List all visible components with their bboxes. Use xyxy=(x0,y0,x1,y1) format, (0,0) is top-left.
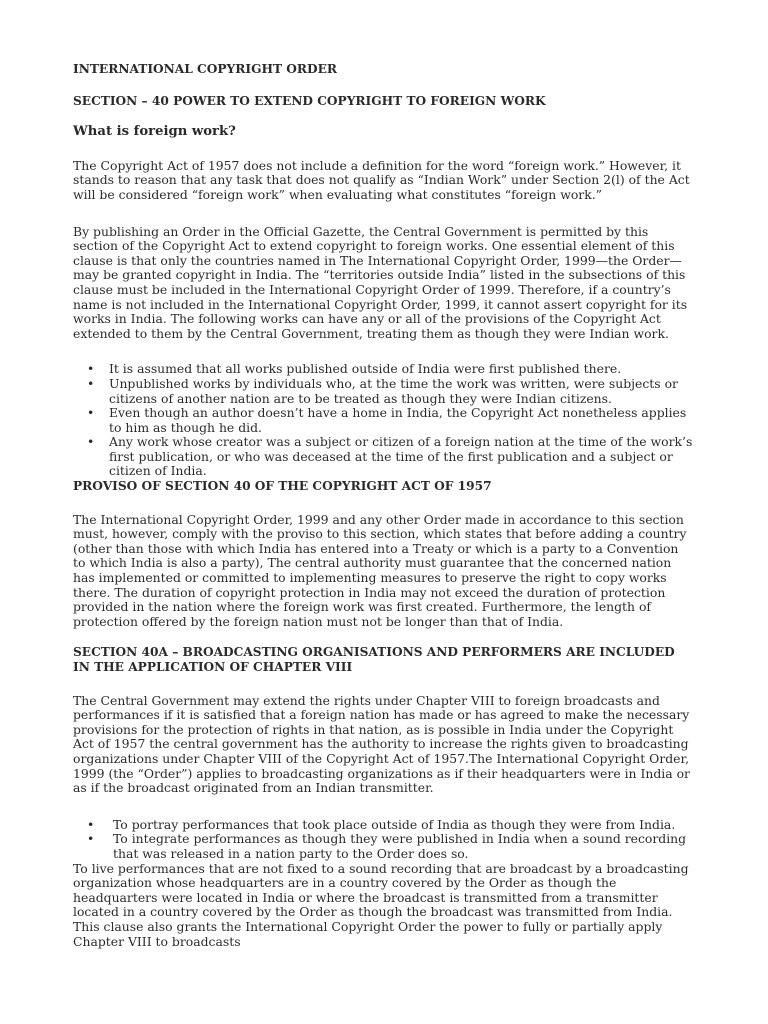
list-item-text: Any work whose creator was a subject or citizen of a foreign nation at the time of the work’s first publication, or who was deceased at the time of the first publication and a subject or citizen of India. xyxy=(109,434,693,479)
bullet-icon: • xyxy=(87,361,95,377)
list-item xyxy=(73,832,693,861)
paragraph-broadcasting: The Central Government may extend the rights under Chapter VIII to foreign broadcasts and performances if it is satisfied that a foreign nation has made or has agreed to make the necessary provisions for the protection of rights in that nation, as is possible in India under the Copyright Act of 1957 the central government has the authority to increase the rights given to broadcasting organizations under Chapter VIII of the Copyright Act of 1957.The International Copyright Order, 1999 (the “Order”) applies to broadcasting organizations as if their headquarters were in India or as if the broadcast originated from an Indian transmitter. xyxy=(73,692,690,796)
document-page xyxy=(73,62,693,949)
list-item xyxy=(73,818,693,833)
performance-bullet-list xyxy=(73,818,693,862)
paragraph-proviso: The International Copyright Order, 1999 and any other Order made in accordance to this section must, however, comply with the proviso to this section, which states that before adding a country (other than those with which India has entered into a Treaty or which is a party to a Convention to which India is also a party), The central authority must guarantee that the concerned nation has implemented or committed to implementing measures to preserve the right to copy works there. The duration of copyright protection in India may not exceed the duration of protection provided in the nation where the foreign work was first created. Furthermore, the length of protection offered by the foreign nation must not be longer than that of India. xyxy=(73,511,687,629)
foreign-work-question: What is foreign work? xyxy=(73,124,236,140)
list-item xyxy=(73,406,693,435)
list-item xyxy=(73,377,693,406)
section-40a-heading: SECTION 40A – BROADCASTING ORGANISATIONS AND PERFORMERS ARE INCLUDED IN THE APPLICATION OF CHAPTER VIII xyxy=(73,645,675,674)
list-item-text: It is assumed that all works published outside of India were first published there. xyxy=(109,361,622,377)
proviso-heading: PROVISO OF SECTION 40 OF THE COPYRIGHT ACT OF 1957 xyxy=(73,479,492,494)
document-title: INTERNATIONAL COPYRIGHT ORDER xyxy=(73,62,338,76)
bullet-icon: • xyxy=(87,405,95,421)
list-item-text: To portray performances that took place outside of India as though they were from India. xyxy=(113,816,676,832)
section-40-heading: SECTION – 40 POWER TO EXTEND COPYRIGHT TO FOREIGN WORK xyxy=(73,93,546,108)
paragraph-order-gazette: By publishing an Order in the Official Gazette, the Central Government is permitted by this section of the Copyright Act to extend copyright to foreign works. One essential element of this clause is that only the countries named in The International Copyright Order, 1999—the Order—may be granted copyright in India. The “territories outside India” listed in the subsections of this clause must be included in the International Copyright Order of 1999. Therefore, if a country’s name is not included in the International Copyright Order, 1999, it cannot assert copyright for its works in India. The following works can have any or all of the provisions of the Copyright Act extended to them by the Central Government, treating them as though they were Indian work. xyxy=(73,223,688,341)
paragraph-live-performances: To live performances that are not fixed to a sound recording that are broadcast by a broadcasting organization whose headquarters are in a country covered by the Order as though the headquarters were located in India or where the broadcast is transmitted from a transmitter located in a country covered by the Order as though the broadcast was transmitted from India. This clause also grants the International Copyright Order the power to fully or partially apply Chapter VIII to broadcasts xyxy=(73,860,689,949)
extension-bullet-list xyxy=(73,362,693,479)
list-item xyxy=(73,362,693,377)
bullet-icon: • xyxy=(87,434,95,450)
bullet-icon: • xyxy=(87,816,95,832)
list-item-text: Even though an author doesn’t have a home in India, the Copyright Act nonetheless applies to him as though he did. xyxy=(109,405,687,435)
list-item-text: To integrate performances as though they were published in India when a sound recording that was released in a nation party to the Order does so. xyxy=(113,831,687,861)
bullet-icon: • xyxy=(87,375,95,391)
paragraph-definition: The Copyright Act of 1957 does not include a definition for the word “foreign work.” However, it stands to reason that any task that does not qualify as “Indian Work” under Section 2(l) of the Act will be considered “foreign work” when evaluating what constitutes “foreign work.” xyxy=(73,157,690,202)
list-item-text: Unpublished works by individuals who, at the time the work was written, were subjects or citizens of another nation are to be treated as though they were Indian citizens. xyxy=(109,375,678,406)
bullet-icon: • xyxy=(87,831,95,847)
list-item xyxy=(73,435,693,479)
